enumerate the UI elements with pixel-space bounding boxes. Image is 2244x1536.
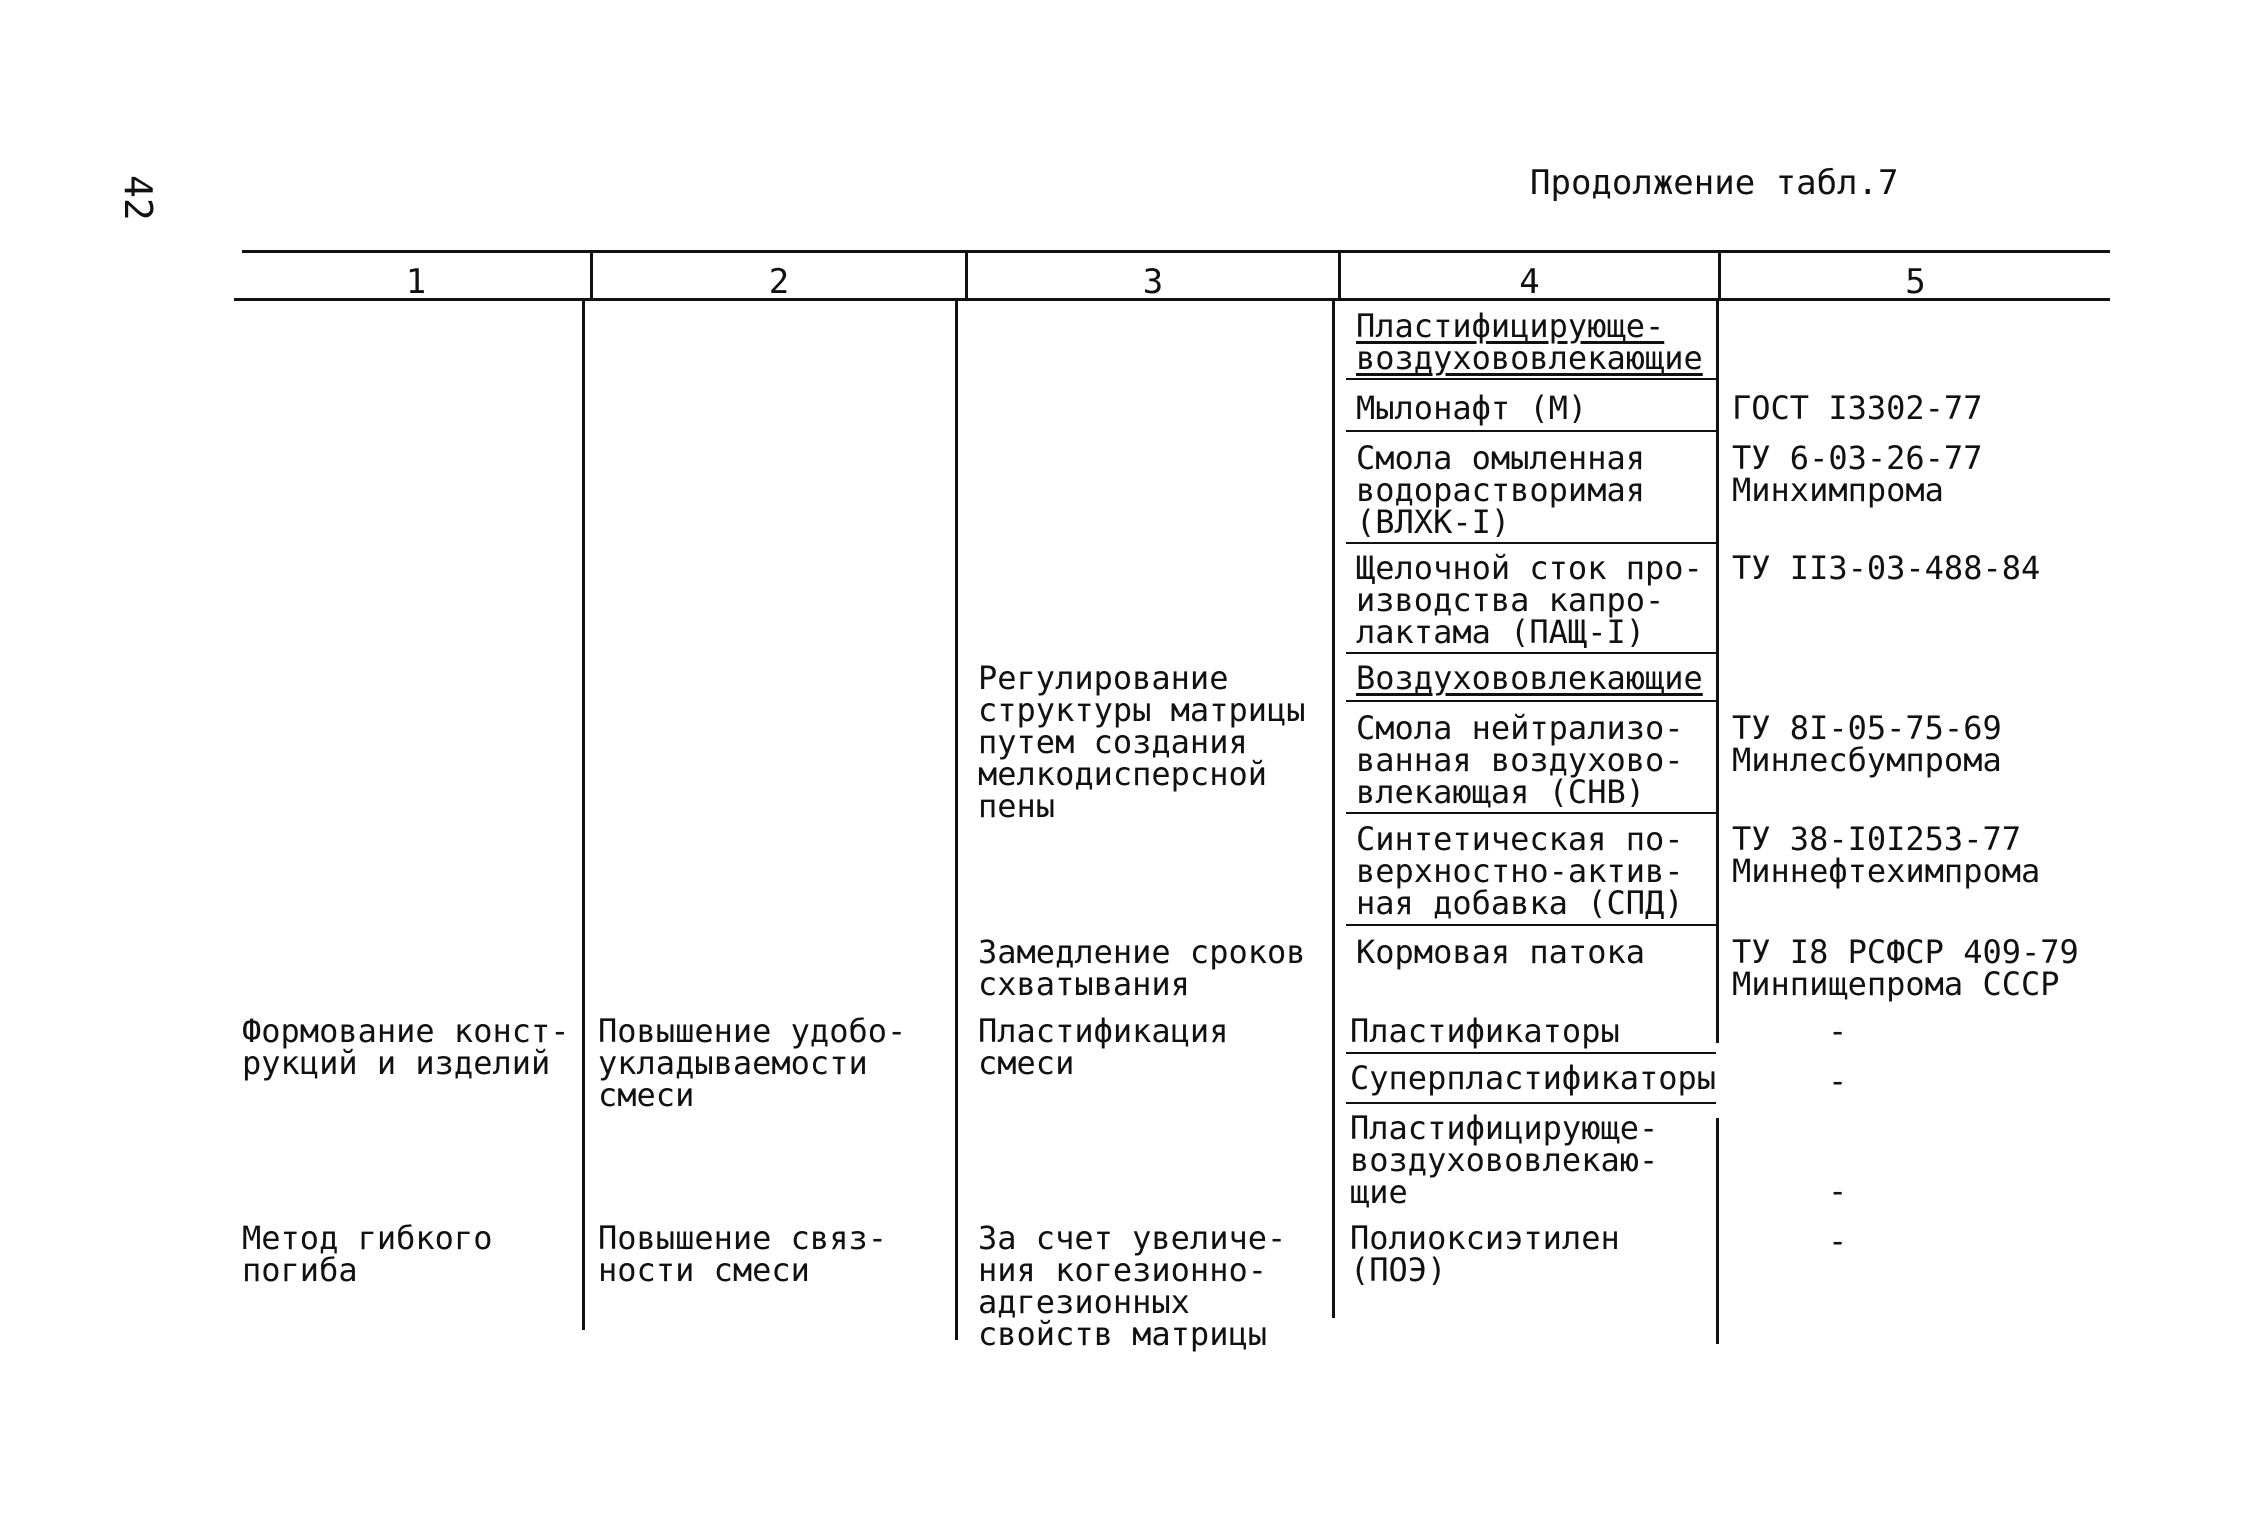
mechanism-plasticization: Пластификация смеси <box>978 1012 1229 1082</box>
effect-workability: Повышение удобо- укладываемости смеси <box>598 1012 907 1114</box>
col4-separator-7 <box>1346 924 1716 926</box>
col4-separator-2 <box>1346 430 1716 432</box>
col4-separator-3 <box>1346 542 1716 544</box>
header-col-4: 4 <box>1519 262 1540 302</box>
additive-resin-neutralized: Смола нейтрализо- ванная воздухово- влекающая (СНВ) <box>1356 709 1684 811</box>
column-divider-1-body <box>582 298 585 1330</box>
column-divider-4-body-a <box>1716 298 1719 1043</box>
effect-connectivity: Повышение связ- ности смеси <box>598 1219 887 1289</box>
page-number: 42 <box>116 175 160 221</box>
table-top-rule <box>242 250 2110 253</box>
col4-separator-8 <box>1346 1052 1716 1054</box>
additive-group-plast-air: Пластифицирующе- воздухововлекающие <box>1356 307 1703 377</box>
mechanism-regulation: Регулирование структуры матрицы путем создания мелкодисперсной пены <box>978 659 1306 825</box>
additive-polyoxyethylene: Полиоксиэтилен (ПОЭ) <box>1350 1219 1620 1289</box>
spec-dash-plasticizers: - <box>1828 1012 1848 1050</box>
mechanism-cohesion: За счет увеличе- ния когезионно- адгезионных свойств матрицы <box>978 1219 1287 1353</box>
purpose-bending: Метод гибкого погиба <box>242 1219 493 1289</box>
spec-tu-molasses: ТУ I8 РСФСР 409-79 Минпищепрома СССР <box>1732 933 2079 1003</box>
spec-dash-polyoxyethylene: - <box>1828 1222 1848 1260</box>
spec-dash-plast-air: - <box>1828 1172 1848 1210</box>
spec-dash-superplasticizers: - <box>1828 1062 1848 1100</box>
additive-resin-saponified: Смола омыленная водорастворимая (ВЛХК-I) <box>1356 439 1645 541</box>
column-divider-2-body <box>955 298 958 1340</box>
additive-mylonaft: Мылонафт (М) <box>1356 389 1588 427</box>
header-col-5: 5 <box>1905 262 1926 302</box>
col4-separator-4 <box>1346 652 1716 654</box>
column-divider-3-body <box>1332 298 1335 1318</box>
additive-plast-air: Пластифицирующе- воздухововлекаю- щие <box>1350 1109 1659 1211</box>
additive-alkaline-stock: Щелочной сток про- изводства капро- лактама (ПАЩ-I) <box>1356 549 1703 651</box>
column-divider-4-body-b <box>1716 1118 1719 1344</box>
additive-synthetic: Синтетическая по- верхностно-актив- ная добавка (СПД) <box>1356 820 1684 922</box>
additive-group-air: Воздухововлекающие <box>1356 659 1703 697</box>
additive-superplasticizers: Суперпластификаторы <box>1350 1059 1717 1097</box>
spec-tu-resin: ТУ 6-03-26-77 Минхимпрома <box>1732 439 1983 509</box>
col4-separator-6 <box>1346 812 1716 814</box>
header-col-1: 1 <box>405 262 427 302</box>
col4-separator-9 <box>1346 1102 1716 1104</box>
table-caption: Продолжение табл.7 <box>1530 163 1899 203</box>
spec-tu-snv: ТУ 8I-05-75-69 Минлесбумпрома <box>1732 709 2002 779</box>
additive-molasses: Кормовая патока <box>1356 933 1645 971</box>
header-col-3: 3 <box>1142 262 1164 302</box>
col4-separator-5 <box>1346 700 1716 702</box>
spec-tu-alkaline: ТУ II3-03-488-84 <box>1732 549 2041 587</box>
additive-plasticizers: Пластификаторы <box>1350 1012 1620 1050</box>
col4-separator-1 <box>1346 378 1716 380</box>
spec-tu-spd: ТУ 38-I0I253-77 Миннефтехимпрома <box>1732 820 2041 890</box>
mechanism-retardation: Замедление сроков схватывания <box>978 933 1306 1003</box>
spec-gost: ГОСТ I3302-77 <box>1732 389 1983 427</box>
purpose-forming: Формование конст- рукций и изделий <box>242 1012 570 1082</box>
header-col-2: 2 <box>768 262 790 302</box>
